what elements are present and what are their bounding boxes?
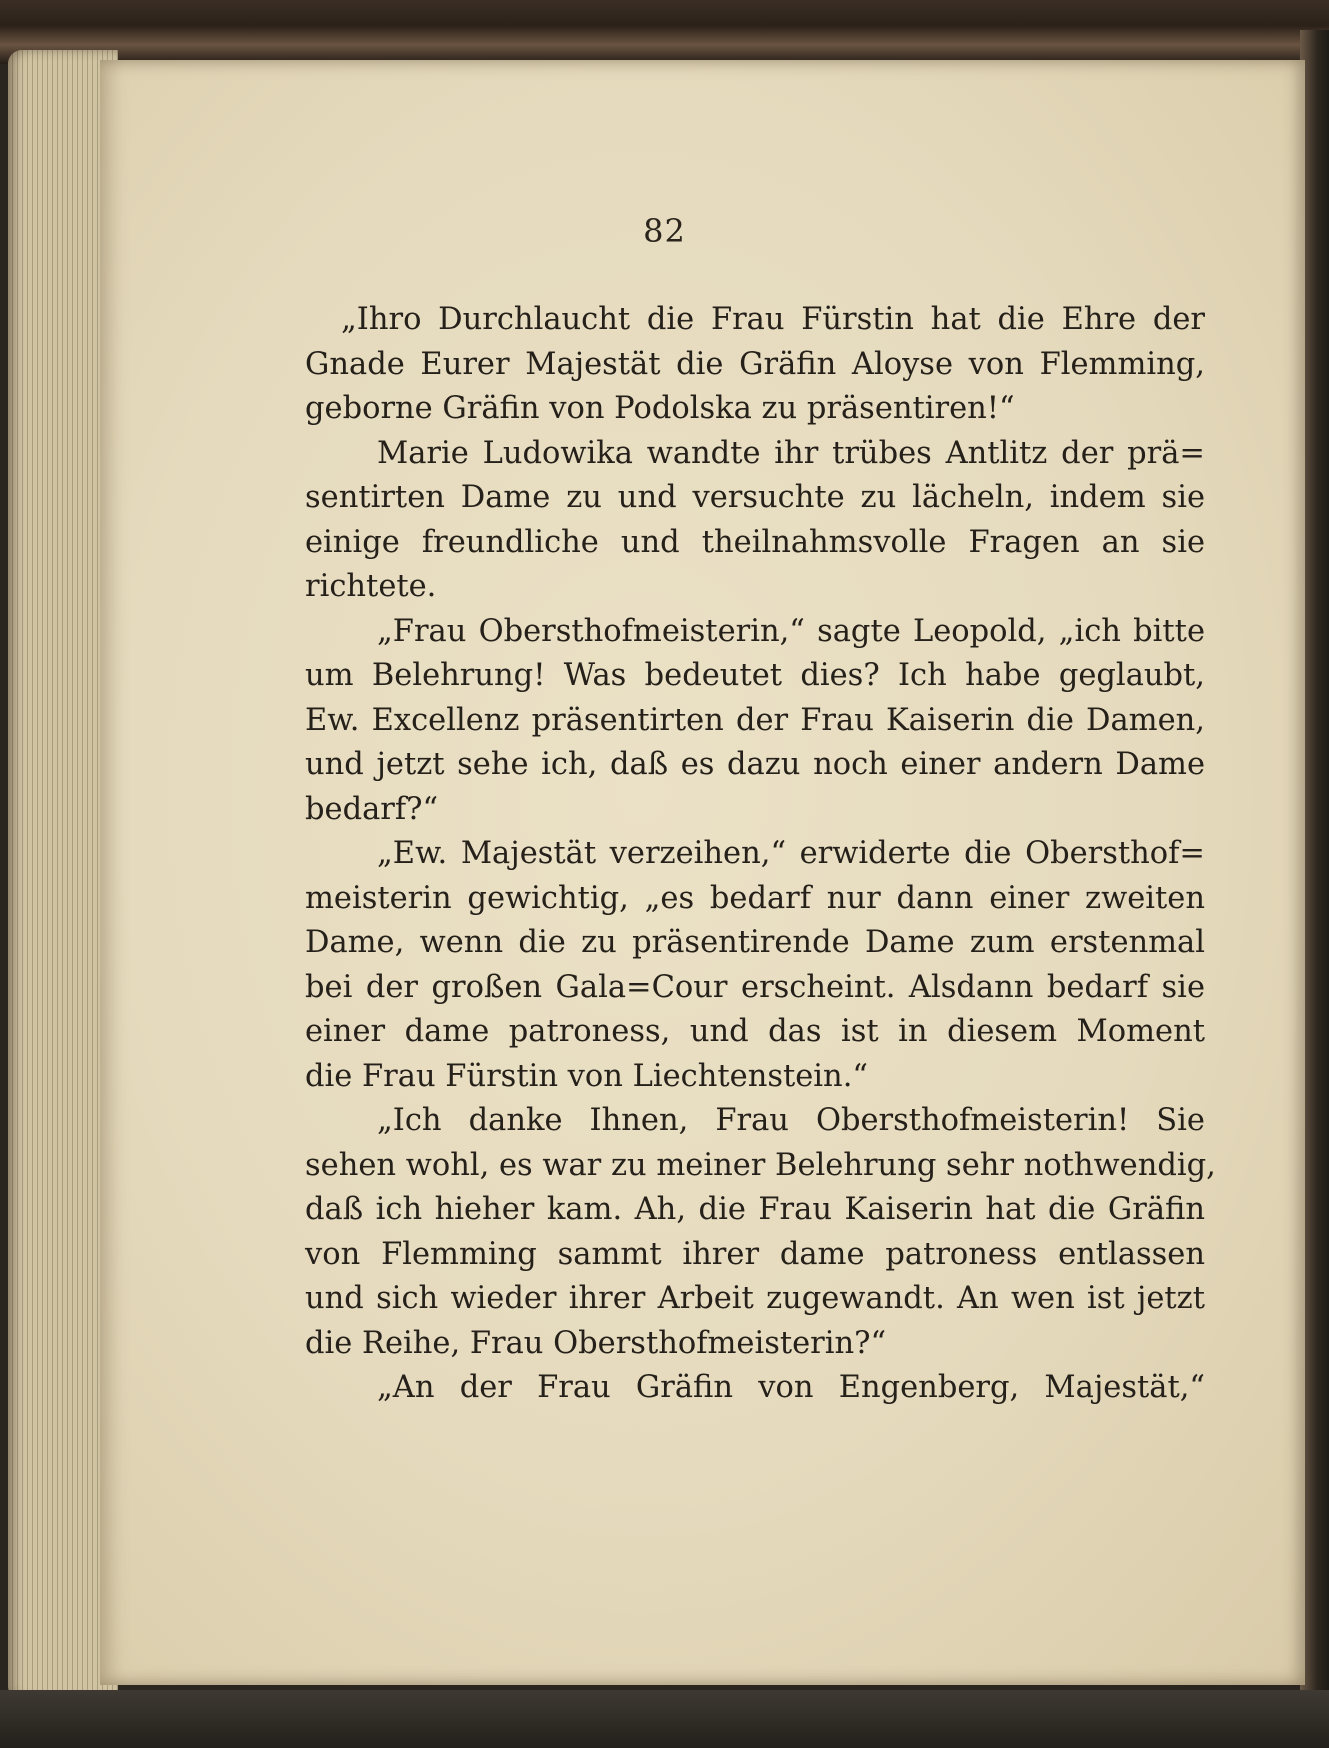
text-line: richtete.: [305, 569, 437, 604]
text-line: bedarf?“: [305, 791, 439, 827]
book-binding-bottom: [0, 1690, 1329, 1748]
text-line: Gnade Eurer Majestät die Gräfin Aloyse von Flemming,: [305, 346, 1205, 382]
text-line: die Reihe, Frau Obersthofmeisterin?“: [305, 1325, 887, 1361]
text-line: „Frau Obersthofmeisterin,“ sagte Leopold, „ich bitte: [377, 613, 1205, 649]
text-line: einer dame patroness, und das ist in diesem Moment: [305, 1014, 1205, 1049]
text-line: „An der Frau Gräfin von Engenberg, Majestät,“: [377, 1370, 1205, 1405]
text-line: „Ew. Majestät verzeihen,“ erwiderte die Obersthof=: [377, 836, 1205, 871]
page-number: 82: [643, 212, 686, 250]
text-line: die Frau Fürstin von Liechtenstein.“: [305, 1058, 868, 1094]
text-line: Marie Ludowika wandte ihr trübes Antlitz der prä=: [377, 435, 1205, 471]
page-text: [305, 298, 1216, 1411]
text-line: geborne Gräfin von Podolska zu präsentiren!“: [305, 391, 1015, 426]
text-line: meisterin gewichtig, „es bedarf nur dann einer zweiten: [305, 880, 1205, 916]
text-line: bei der großen Gala=Cour erscheint. Alsdann bedarf sie: [305, 969, 1205, 1005]
text-line: „Ich danke Ihnen, Frau Obersthofmeisterin! Sie: [377, 1103, 1205, 1138]
text-line: und sich wieder ihrer Arbeit zugewandt. An wen ist jetzt: [305, 1281, 1205, 1316]
text-line: um Belehrung! Was bedeutet dies? Ich habe geglaubt,: [305, 658, 1205, 693]
text-line: daß ich hieher kam. Ah, die Frau Kaiserin hat die Gräfin: [305, 1192, 1205, 1227]
text-line: Dame, wenn die zu präsentirende Dame zum erstenmal: [305, 925, 1205, 960]
text-line: einige freundliche und theilnahmsvolle Fragen an sie: [305, 524, 1205, 560]
text-line: Ew. Excellenz präsentirten der Frau Kaiserin die Damen,: [305, 702, 1205, 738]
text-line: sentirten Dame zu und versuchte zu lächeln, indem sie: [305, 480, 1205, 515]
text-line: von Flemming sammt ihrer dame patroness entlassen: [305, 1236, 1205, 1272]
book-binding-top: [0, 0, 1329, 64]
text-line: sehen wohl, es war zu meiner Belehrung sehr nothwendig,: [305, 1147, 1216, 1183]
text-line: und jetzt sehe ich, daß es dazu noch einer andern Dame: [305, 747, 1205, 782]
text-line: „Ihro Durchlaucht die Frau Fürstin hat die Ehre der: [341, 302, 1205, 337]
